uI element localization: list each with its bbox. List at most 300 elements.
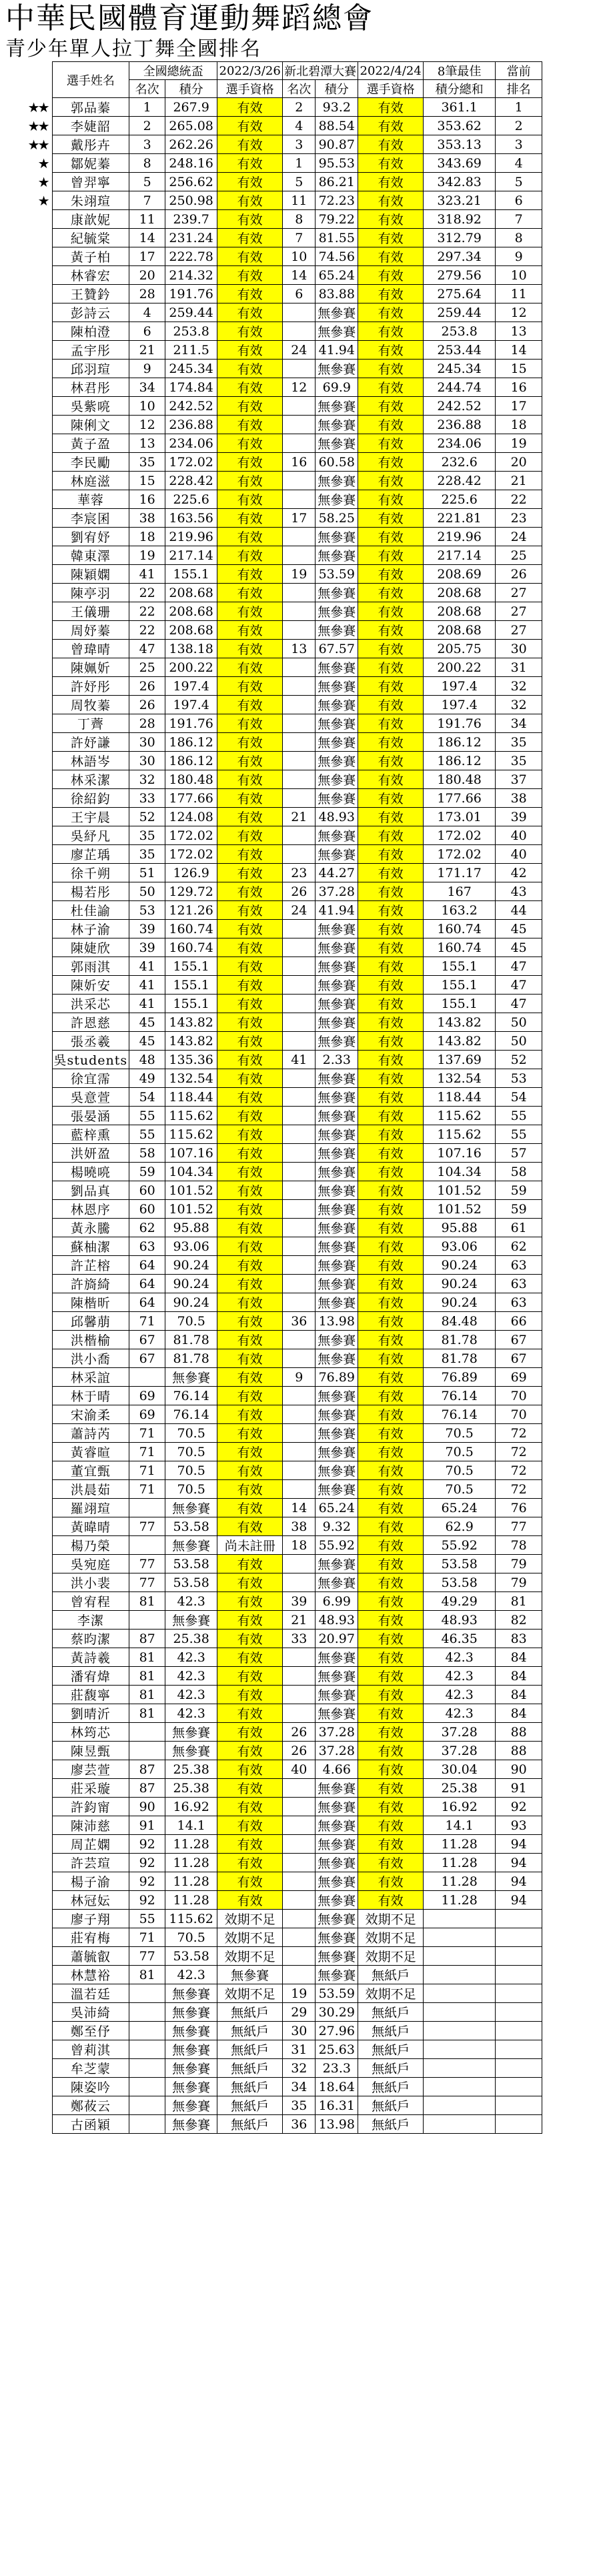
player-name-cell: 彭詩云 [52,303,129,322]
table-row [0,1760,542,1779]
event1-rank-cell: 49 [129,1069,165,1088]
event1-points-cell: 180.48 [165,770,217,789]
rank-stars [0,752,52,770]
event1-rank-cell [129,2040,165,2059]
event2-qualification-cell: 有效 [217,1424,283,1443]
table-row [0,1387,542,1405]
event3-points-cell: 無參賽 [316,1816,358,1835]
event1-rank-cell: 2 [129,117,165,135]
player-name-cell: 潘宥煒 [52,1667,129,1686]
event4-qualification-cell: 有效 [358,1573,424,1592]
player-name-cell: 丁薺 [52,714,129,733]
event3-rank-cell: 41 [283,1051,316,1069]
event4-qualification-cell: 有效 [358,1387,424,1405]
best-total-cell: 318.92 [424,210,496,229]
event2-qualification-cell: 有效 [217,453,283,472]
event4-qualification-cell: 有效 [358,434,424,453]
event4-qualification-cell: 有效 [358,1630,424,1648]
event1-points-cell: 239.7 [165,210,217,229]
best-total-cell: 173.01 [424,808,496,826]
player-name-cell: 許妤謙 [52,733,129,752]
rank-stars: ★ [37,173,48,190]
event1-points-cell: 228.42 [165,472,217,490]
event1-rank-cell: 30 [129,752,165,770]
event1-points-cell: 197.4 [165,696,217,714]
event1-points-cell: 222.78 [165,247,217,266]
event4-qualification-cell: 有效 [358,266,424,285]
event4-qualification-header: 選手資格 [358,80,424,98]
table-row [0,2059,542,2078]
event1-rank-cell: 35 [129,826,165,845]
event3-points-cell: 無參賽 [316,472,358,490]
event2-qualification-cell: 有效 [217,1051,283,1069]
event1-rank-cell: 50 [129,882,165,901]
best-total-cell: 90.24 [424,1256,496,1275]
player-name-cell: 吳紫喨 [52,397,129,416]
event3-points-cell: 74.56 [316,247,358,266]
current-rank-cell: 72 [496,1480,542,1499]
rank-stars [0,1349,52,1368]
event1-points-cell: 231.24 [165,229,217,247]
player-name-cell: 吳意萱 [52,1088,129,1107]
rank-stars [0,1854,52,1872]
current-rank-cell: 47 [496,957,542,976]
rank-stars [0,1686,52,1704]
event1-points-cell: 無參賽 [165,1611,217,1630]
player-name-cell: 劉品真 [52,1181,129,1200]
rank-stars [0,266,52,285]
event1-points-cell: 214.32 [165,266,217,285]
table-row [0,98,542,117]
current-rank-cell: 84 [496,1667,542,1686]
current-rank-cell: 67 [496,1331,542,1349]
player-name-cell: 楊乃榮 [52,1536,129,1555]
event3-points-cell: 67.57 [316,640,358,658]
event3-rank-cell [283,976,316,995]
event1-points-cell: 262.26 [165,135,217,154]
best-total-cell: 65.24 [424,1499,496,1517]
event2-qualification-cell: 效期不足 [217,1928,283,1947]
best-total-cell: 186.12 [424,733,496,752]
event4-qualification-cell: 有效 [358,528,424,546]
current-rank-cell: 37 [496,770,542,789]
current-rank-cell: 30 [496,640,542,658]
current-rank-cell: 94 [496,1891,542,1910]
event1-rank-cell [129,1984,165,2003]
event2-qualification-cell: 有效 [217,1667,283,1686]
current-rank-cell: 15 [496,360,542,378]
event3-rank-cell: 32 [283,2059,316,2078]
event3-rank-cell: 23 [283,864,316,882]
event4-qualification-cell: 有效 [358,1237,424,1256]
event3-points-cell: 48.93 [316,1611,358,1630]
rank-stars [0,901,52,920]
current-rank-cell: 55 [496,1125,542,1144]
player-name-cell: 古函穎 [52,2115,129,2134]
event1-points-cell: 53.58 [165,1947,217,1966]
event3-points-cell: 2.33 [316,1051,358,1069]
event1-points-cell: 11.28 [165,1854,217,1872]
event4-qualification-cell: 有效 [358,1032,424,1051]
current-rank-cell [496,2115,542,2134]
table-row [0,957,542,976]
player-name-cell: 韓東澤 [52,546,129,565]
player-name-cell: 洪小裴 [52,1573,129,1592]
best-total-cell: 205.75 [424,640,496,658]
event1-rank-cell: 41 [129,565,165,584]
current-rank-cell: 69 [496,1368,542,1387]
event4-qualification-cell: 有效 [358,1256,424,1275]
rank-stars [0,1966,52,1984]
player-name-cell: 許恩慈 [52,1013,129,1032]
event3-points-cell: 無參賽 [316,1256,358,1275]
event1-points-cell: 174.84 [165,378,217,397]
event2-qualification-cell: 有效 [217,1293,283,1312]
player-name-cell: 劉宥妤 [52,528,129,546]
event3-points-cell: 無參賽 [316,1275,358,1293]
current-rank-cell: 67 [496,1349,542,1368]
rank-stars [0,247,52,266]
best-total-cell: 155.1 [424,995,496,1013]
best-total-cell: 16.92 [424,1798,496,1816]
event4-qualification-cell: 有效 [358,826,424,845]
table-row [0,696,542,714]
rank-stars [0,1499,52,1517]
event3-points-cell: 無參賽 [316,1872,358,1891]
event3-rank-cell: 6 [283,285,316,303]
current-rank-cell: 25 [496,546,542,565]
current-rank-cell: 43 [496,882,542,901]
player-name-cell: 林冠妘 [52,1891,129,1910]
event1-points-cell: 90.24 [165,1256,217,1275]
best-total-cell: 37.28 [424,1723,496,1742]
rank-stars [0,1069,52,1088]
event4-qualification-cell: 有效 [358,322,424,341]
table-row [0,1443,542,1461]
event1-rank-cell [129,2115,165,2134]
current-rank-cell: 35 [496,752,542,770]
event3-rank-cell: 3 [283,135,316,154]
event2-qualification-cell: 無紙戶 [217,2003,283,2022]
rank-stars [0,2115,52,2134]
event2-qualification-cell: 有效 [217,752,283,770]
current-rank-cell: 84 [496,1686,542,1704]
event2-qualification-cell: 有效 [217,789,283,808]
best-total-cell: 11.28 [424,1835,496,1854]
table-row [0,1331,542,1349]
event1-rank-cell: 71 [129,1928,165,1947]
player-name-cell: 洪小喬 [52,1349,129,1368]
rank-stars [0,1480,52,1499]
current-rank-cell [496,2003,542,2022]
table-row [0,303,542,322]
player-name-cell: 徐千朔 [52,864,129,882]
event3-rank-cell [283,1293,316,1312]
rank-stars [0,490,52,509]
current-rank-cell: 66 [496,1312,542,1331]
player-name-cell: 王宇晨 [52,808,129,826]
best-total-cell: 160.74 [424,920,496,938]
event4-qualification-cell: 有效 [358,360,424,378]
current-rank-cell: 63 [496,1256,542,1275]
event2-qualification-cell: 有效 [217,1368,283,1387]
event4-qualification-cell: 有效 [358,789,424,808]
event2-qualification-cell: 有效 [217,901,283,920]
event3-points-cell: 16.31 [316,2096,358,2115]
event3-rank-cell [283,1237,316,1256]
event2-qualification-cell: 有效 [217,285,283,303]
event3-points-cell: 無參賽 [316,602,358,621]
event3-points-cell: 無參賽 [316,303,358,322]
rank-stars [0,1648,52,1667]
event1-points-cell: 208.68 [165,602,217,621]
event3-points-cell: 無參賽 [316,1088,358,1107]
table-row [0,285,542,303]
event3-rank-cell: 34 [283,2078,316,2096]
rank-stars [0,565,52,584]
current-rank-cell: 42 [496,864,542,882]
event2-qualification-cell: 有效 [217,1349,283,1368]
event3-rank-cell [283,434,316,453]
event3-rank-cell [283,1424,316,1443]
event3-rank-cell [283,957,316,976]
star-header-blank [0,62,52,98]
event1-points-cell: 124.08 [165,808,217,826]
event2-qualification-cell: 有效 [217,826,283,845]
event1-rank-cell: 14 [129,229,165,247]
player-name-cell: 陳俐文 [52,416,129,434]
best-total-cell [424,2022,496,2040]
event3-rank-cell: 5 [283,173,316,191]
event4-qualification-cell: 有效 [358,117,424,135]
event1-points-cell: 無參賽 [165,2059,217,2078]
event1-rank-cell: 69 [129,1405,165,1424]
player-name-cell: 曾羿寧 [52,173,129,191]
table-row [0,1219,542,1237]
player-name-cell: 康歆妮 [52,210,129,229]
event4-qualification-cell: 效期不足 [358,1928,424,1947]
current-rank-cell [496,2096,542,2115]
player-name-cell: 陳妡安 [52,976,129,995]
event3-points-cell: 44.27 [316,864,358,882]
current-rank-sub-header: 排名 [496,80,542,98]
rank-stars [0,1798,52,1816]
event4-qualification-cell: 有效 [358,303,424,322]
current-rank-cell: 14 [496,341,542,360]
current-rank-cell: 31 [496,658,542,677]
event2-qualification-cell: 有效 [217,602,283,621]
event4-qualification-cell: 有效 [358,472,424,490]
event4-qualification-cell: 有效 [358,98,424,117]
rank-stars [0,1872,52,1891]
event1-points-cell: 219.96 [165,528,217,546]
event1-rank-cell: 71 [129,1312,165,1331]
player-name-cell: 黃詩羲 [52,1648,129,1667]
event4-qualification-cell: 有效 [358,1125,424,1144]
event1-rank-cell: 64 [129,1275,165,1293]
event3-rank-cell [283,322,316,341]
event3-points-cell: 無參賽 [316,1331,358,1349]
event1-rank-cell: 81 [129,1704,165,1723]
rank-stars [0,976,52,995]
current-rank-cell: 23 [496,509,542,528]
event1-rank-cell [129,1611,165,1630]
event1-rank-cell: 92 [129,1835,165,1854]
current-rank-cell: 7 [496,210,542,229]
current-rank-cell: 94 [496,1854,542,1872]
event1-points-cell: 200.22 [165,658,217,677]
rank-stars [0,845,52,864]
best-total-cell [424,1928,496,1947]
event4-qualification-cell: 有效 [358,1499,424,1517]
rank-stars [0,882,52,901]
event2-qualification-cell: 有效 [217,1816,283,1835]
table-row [0,154,542,173]
event3-points-cell: 無參賽 [316,696,358,714]
best-total-cell: 62.9 [424,1517,496,1536]
best-total-cell [424,2078,496,2096]
event1-points-cell: 234.06 [165,434,217,453]
event3-rank-cell: 2 [283,98,316,117]
event3-rank-cell: 14 [283,1499,316,1517]
event4-qualification-cell: 有效 [358,378,424,397]
table-row [0,472,542,490]
best-total-cell: 236.88 [424,416,496,434]
event1-points-cell: 16.92 [165,1798,217,1816]
event1-points-cell: 132.54 [165,1069,217,1088]
event2-qualification-cell: 有效 [217,584,283,602]
event2-qualification-cell: 有效 [217,882,283,901]
event3-points-cell: 無參賽 [316,920,358,938]
event4-qualification-cell: 有效 [358,1872,424,1891]
best-total-cell: 42.3 [424,1704,496,1723]
event4-qualification-cell: 有效 [358,1555,424,1573]
event2-qualification-cell: 有效 [217,117,283,135]
header-row-top [0,62,542,80]
player-name-cell: 溫若廷 [52,1984,129,2003]
rank-stars [0,322,52,341]
player-name-cell: 羅翊瑄 [52,1499,129,1517]
event3-rank-cell: 7 [283,229,316,247]
event1-rank-cell: 15 [129,472,165,490]
event3-rank-cell: 26 [283,882,316,901]
current-rank-cell: 12 [496,303,542,322]
event4-qualification-cell: 有效 [358,1443,424,1461]
event2-qualification-cell: 有效 [217,266,283,285]
event2-qualification-cell: 有效 [217,1835,283,1854]
event1-points-cell: 11.28 [165,1835,217,1854]
current-rank-cell: 90 [496,1760,542,1779]
rank-stars [0,770,52,789]
event1-points-cell: 無參賽 [165,1742,217,1760]
event4-qualification-cell: 有效 [358,1107,424,1125]
event1-points-cell: 217.14 [165,546,217,565]
event1-rank-cell: 32 [129,770,165,789]
best-total-cell [424,2096,496,2115]
current-rank-cell: 59 [496,1200,542,1219]
current-rank-cell: 27 [496,584,542,602]
rank-stars [0,1461,52,1480]
best-total-cell: 191.76 [424,714,496,733]
player-name-cell: 林慧裕 [52,1966,129,1984]
event1-points-cell: 95.88 [165,1219,217,1237]
player-name-cell: 李民勵 [52,453,129,472]
event1-points-cell: 172.02 [165,453,217,472]
event3-rank-cell: 19 [283,1984,316,2003]
rank-stars [0,453,52,472]
rank-stars [0,2003,52,2022]
event1-points-cell: 245.34 [165,360,217,378]
event2-qualification-cell: 效期不足 [217,1910,283,1928]
event3-rank-cell: 30 [283,2022,316,2040]
table-row [0,416,542,434]
event1-points-cell: 70.5 [165,1461,217,1480]
event4-qualification-cell: 有效 [358,1480,424,1499]
current-rank-cell: 1 [496,98,542,117]
player-name-cell: 徐宜霈 [52,1069,129,1088]
event1-points-cell: 無參賽 [165,2040,217,2059]
event3-rank-cell [283,733,316,752]
table-row [0,752,542,770]
event1-rank-cell: 60 [129,1200,165,1219]
event4-qualification-cell: 有效 [358,733,424,752]
rank-stars [0,1760,52,1779]
rank-stars [0,864,52,882]
current-rank-cell: 53 [496,1069,542,1088]
rank-stars [0,1181,52,1200]
table-row [0,1966,542,1984]
table-row [0,434,542,453]
event2-qualification-cell: 有效 [217,1331,283,1349]
event1-points-cell: 101.52 [165,1200,217,1219]
event1-points-cell: 25.38 [165,1630,217,1648]
event1-points-cell: 無參賽 [165,2096,217,2115]
rank-stars [0,1928,52,1947]
rank-stars [0,1405,52,1424]
table-row [0,677,542,696]
event4-qualification-cell: 有效 [358,1667,424,1686]
current-rank-cell: 72 [496,1443,542,1461]
best-total-cell: 197.4 [424,696,496,714]
event4-qualification-cell: 有效 [358,901,424,920]
rank-stars [0,2022,52,2040]
ranking-table-body [0,98,542,2134]
event3-points-cell: 41.94 [316,341,358,360]
event3-points-cell: 9.32 [316,1517,358,1536]
event3-rank-cell: 33 [283,1630,316,1648]
best-total-cell: 76.89 [424,1368,496,1387]
player-name-cell: 許芷榕 [52,1256,129,1275]
player-name-cell: 陳柏澄 [52,322,129,341]
table-row [0,920,542,938]
event3-rank-cell [283,1461,316,1480]
event2-qualification-cell: 有效 [217,397,283,416]
event2-qualification-cell: 有效 [217,472,283,490]
current-rank-cell: 10 [496,266,542,285]
event1-points-cell: 143.82 [165,1013,217,1032]
event3-rank-cell [283,1219,316,1237]
table-row [0,2040,542,2059]
best-total-cell: 37.28 [424,1742,496,1760]
event1-rank-cell: 28 [129,714,165,733]
event1-rank-cell: 90 [129,1798,165,1816]
player-name-cell: 林采誼 [52,1368,129,1387]
event4-qualification-cell: 有效 [358,247,424,266]
player-name-cell: 戴彤卉 [52,135,129,154]
event3-rank-cell [283,1032,316,1051]
event3-points-cell: 無參賽 [316,1555,358,1573]
event3-rank-cell [283,472,316,490]
